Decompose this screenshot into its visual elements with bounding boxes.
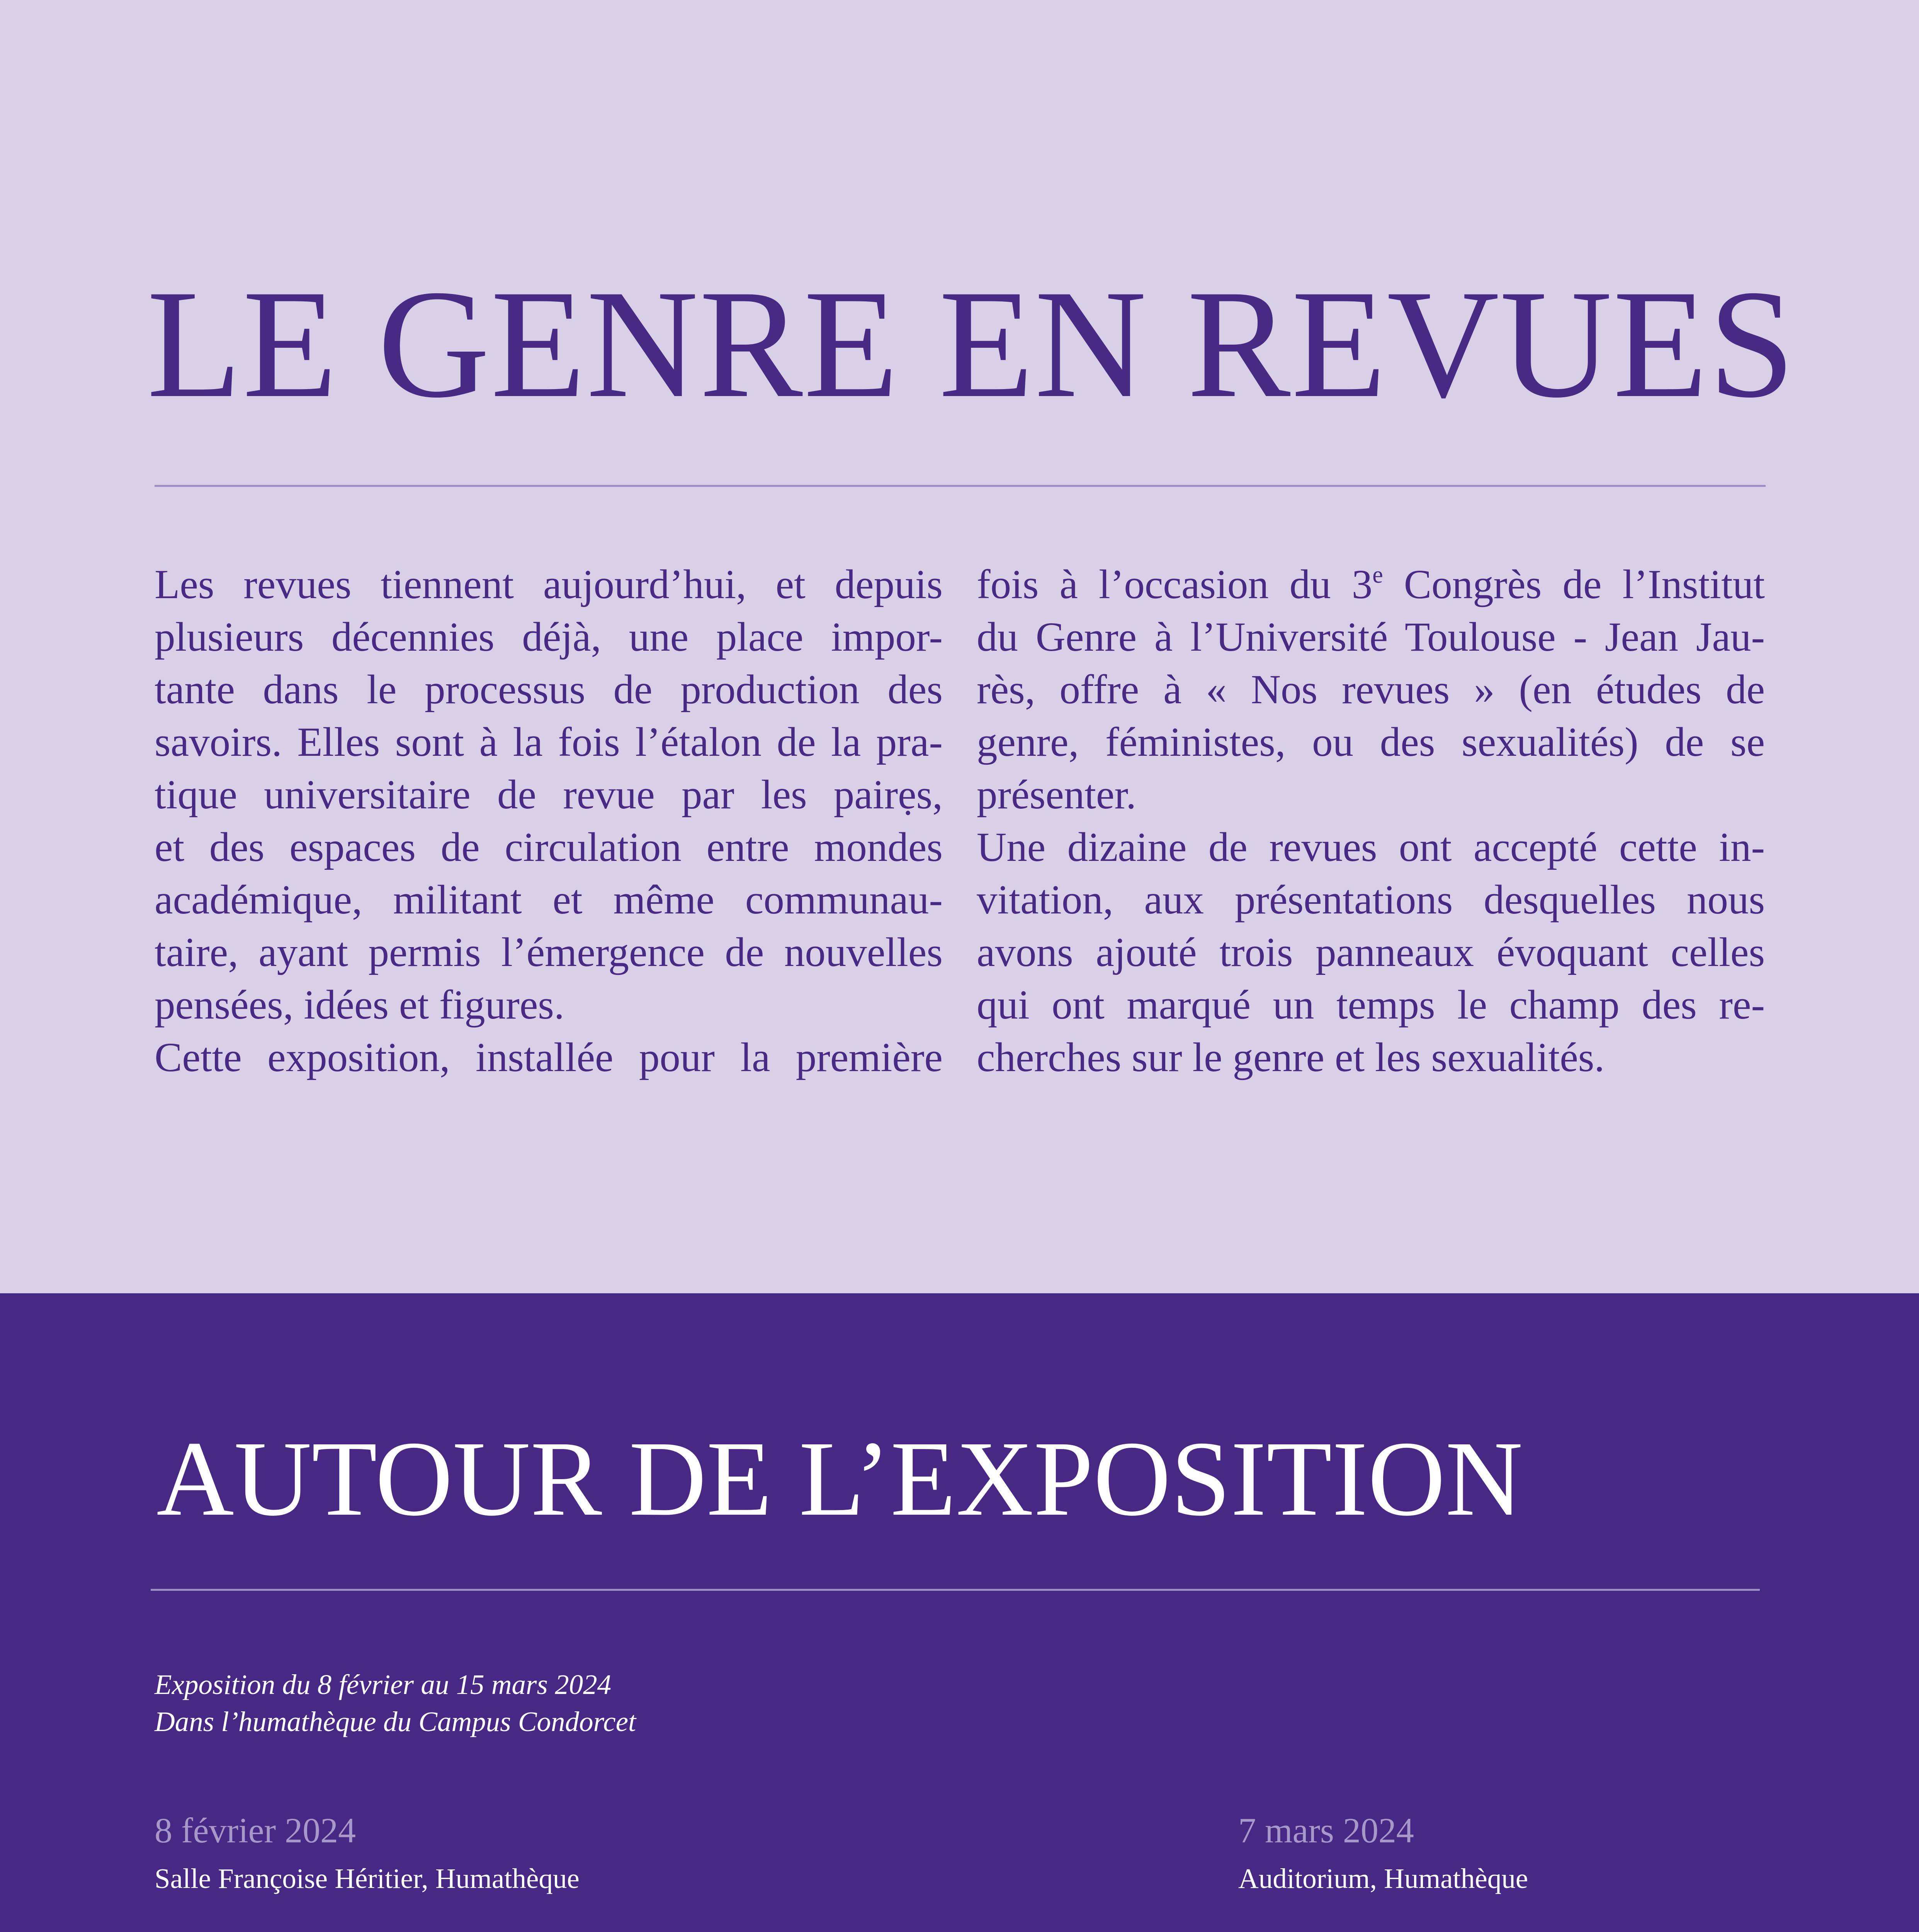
intro-right-first-line: [977, 558, 1765, 611]
intro-right-line: Une dizaine de revues ont accepté cette in-: [977, 825, 1765, 870]
day2-date: 7 mars 2024: [1238, 1811, 1414, 1850]
exhibition-location: Dans l’humathèque du Campus Condorcet: [155, 1706, 636, 1737]
intro-right-line: genre, féministes, ou des sexualités) de se: [977, 719, 1765, 765]
intro-right-first-pre: fois à l’occasion du 3: [977, 562, 1373, 607]
intro-right-line: rès, offre à « Nos revues » (en études de: [977, 667, 1765, 713]
intro-right-line: vitation, aux présentations desquelles nous: [977, 877, 1765, 923]
intro-left-line: académique, militant et même communau-: [155, 877, 943, 923]
exhibition-period: Exposition du 8 février au 15 mars 2024: [155, 1669, 612, 1700]
intro-column-right: [977, 558, 1765, 1084]
intro-left-line: tante dans le processus de production des: [155, 667, 943, 713]
intro-right-line: présenter.: [977, 772, 1136, 818]
intro-column-left: [155, 558, 943, 1084]
ordinal-suffix: e: [1372, 562, 1383, 588]
intro-left-line: savoirs. Elles sont à la fois l’étalon de la pra-: [155, 719, 943, 765]
intro-right-line: cherches sur le genre et les sexualités.: [977, 1035, 1605, 1080]
intro-left-line: pensées, idées et figures.: [155, 982, 564, 1028]
events-section: [0, 1293, 1919, 1932]
intro-right-first-post: Congrès de l’Institut: [1383, 562, 1765, 607]
events-title: AUTOUR DE L’EXPOSITION: [156, 1419, 1523, 1538]
intro-right-line: qui ont marqué un temps le champ des re-: [977, 982, 1765, 1028]
day1-date: 8 février 2024: [155, 1811, 356, 1850]
intro-left-line: et des espaces de circulation entre mondes: [155, 825, 943, 870]
intro-left-line: taire, ayant permis l’émergence de nouvelles: [155, 930, 943, 975]
intro-left-line: Les revues tiennent aujourd’hui, et depuis: [155, 562, 943, 607]
title-divider: [155, 485, 1766, 487]
exhibition-dates: [155, 1666, 636, 1740]
intro-left-line: tique universitaire de revue par les pairẹs,: [155, 772, 943, 818]
day2-place: Auditorium, Humathèque: [1238, 1863, 1528, 1894]
day1-place: Salle Françoise Héritier, Humathèque: [155, 1863, 580, 1894]
intro-left-line: plusieurs décennies déjà, une place impor-: [155, 614, 943, 660]
events-divider: [151, 1589, 1760, 1591]
intro-right-line: du Genre à l’Université Toulouse - Jean Jau-: [977, 614, 1765, 660]
intro-left-line: Cette exposition, installée pour la première: [155, 1035, 943, 1080]
page-title: LE GENRE EN REVUES: [147, 258, 1796, 430]
intro-right-line: avons ajouté trois panneaux évoquant celles: [977, 930, 1765, 975]
